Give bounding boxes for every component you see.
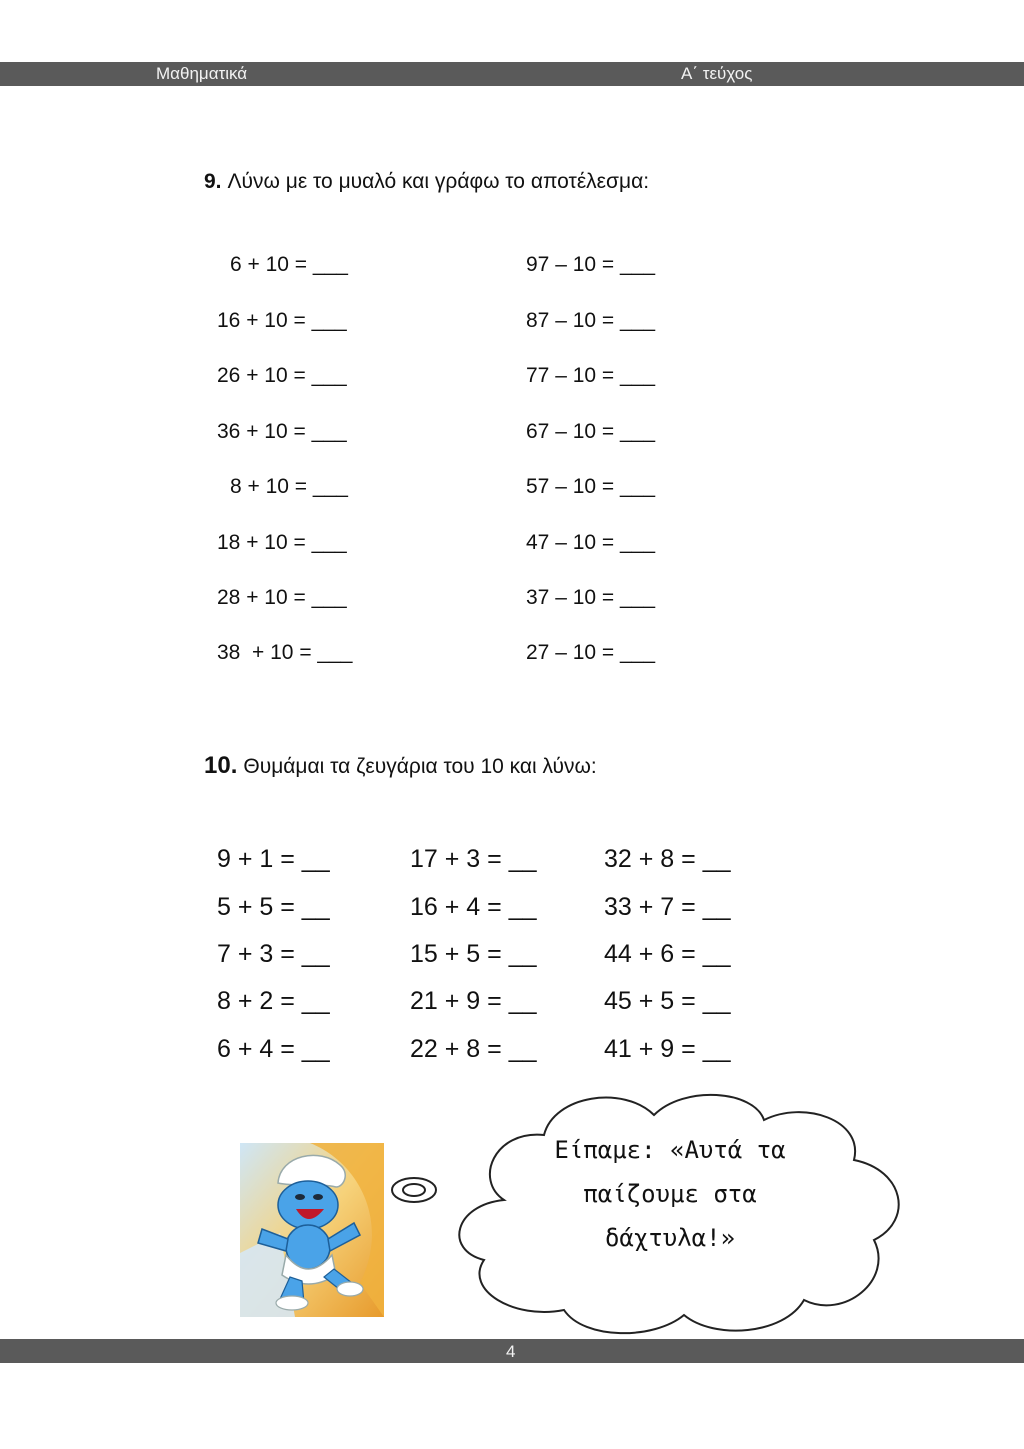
exercise: 6 + 10 = ___ — [230, 253, 348, 276]
bubble-line-2: παίζουμε στα — [583, 1180, 757, 1208]
exercise: 97 – 10 = ___ — [526, 253, 656, 276]
exercise: 17 + 3 = __ — [410, 845, 537, 873]
bubble-line-3: δάχτυλα!» — [604, 1224, 736, 1252]
exercise: 36 + 10 = ___ — [217, 420, 347, 443]
exercise: 32 + 8 = __ — [604, 845, 731, 873]
question-10-title — [204, 752, 597, 780]
exercise: 8 + 10 = ___ — [230, 475, 348, 498]
question-9-title — [204, 170, 649, 194]
header-volume: Α΄ τεύχος — [681, 64, 753, 83]
exercise: 41 + 9 = __ — [604, 1035, 731, 1063]
exercise: 44 + 6 = __ — [604, 940, 731, 968]
exercise: 57 – 10 = ___ — [526, 475, 656, 498]
exercise: 77 – 10 = ___ — [526, 364, 656, 387]
question-10-text: Θυμάμαι τα ζευγάρια του 10 και λύνω: — [243, 755, 597, 778]
exercise: 16 + 4 = __ — [410, 893, 537, 921]
page-number: 4 — [506, 1342, 516, 1361]
exercise: 16 + 10 = ___ — [217, 309, 347, 332]
smurf-character-icon — [240, 1143, 384, 1317]
question-9-text: Λύνω με το μυαλό και γράφω το αποτέλεσμα: — [227, 170, 650, 193]
exercise: 45 + 5 = __ — [604, 987, 731, 1015]
exercise: 87 – 10 = ___ — [526, 309, 656, 332]
question-9-number: 9. — [204, 170, 222, 193]
footer-bar — [0, 1339, 1024, 1363]
exercise: 26 + 10 = ___ — [217, 364, 347, 387]
exercise: 6 + 4 = __ — [217, 1035, 330, 1063]
header-subject: Μαθηματικά — [156, 64, 248, 83]
exercise: 8 + 2 = __ — [217, 987, 330, 1015]
bubble-line-1: Είπαμε: «Αυτά τα — [554, 1136, 786, 1164]
exercise: 18 + 10 = ___ — [217, 531, 347, 554]
exercise: 33 + 7 = __ — [604, 893, 731, 921]
exercise: 5 + 5 = __ — [217, 893, 330, 921]
exercise: 22 + 8 = __ — [410, 1035, 537, 1063]
question-10-number: 10. — [204, 752, 238, 779]
header-bar — [0, 62, 1024, 86]
exercise: 9 + 1 = __ — [217, 845, 330, 873]
exercise: 47 – 10 = ___ — [526, 531, 656, 554]
exercise: 67 – 10 = ___ — [526, 420, 656, 443]
exercise: 21 + 9 = __ — [410, 987, 537, 1015]
exercise: 27 – 10 = ___ — [526, 641, 656, 664]
thought-bubble-text — [520, 1128, 820, 1260]
exercise: 7 + 3 = __ — [217, 940, 330, 968]
exercise: 15 + 5 = __ — [410, 940, 537, 968]
exercise: 38 + 10 = ___ — [217, 641, 353, 664]
exercise: 37 – 10 = ___ — [526, 586, 656, 609]
exercise: 28 + 10 = ___ — [217, 586, 347, 609]
